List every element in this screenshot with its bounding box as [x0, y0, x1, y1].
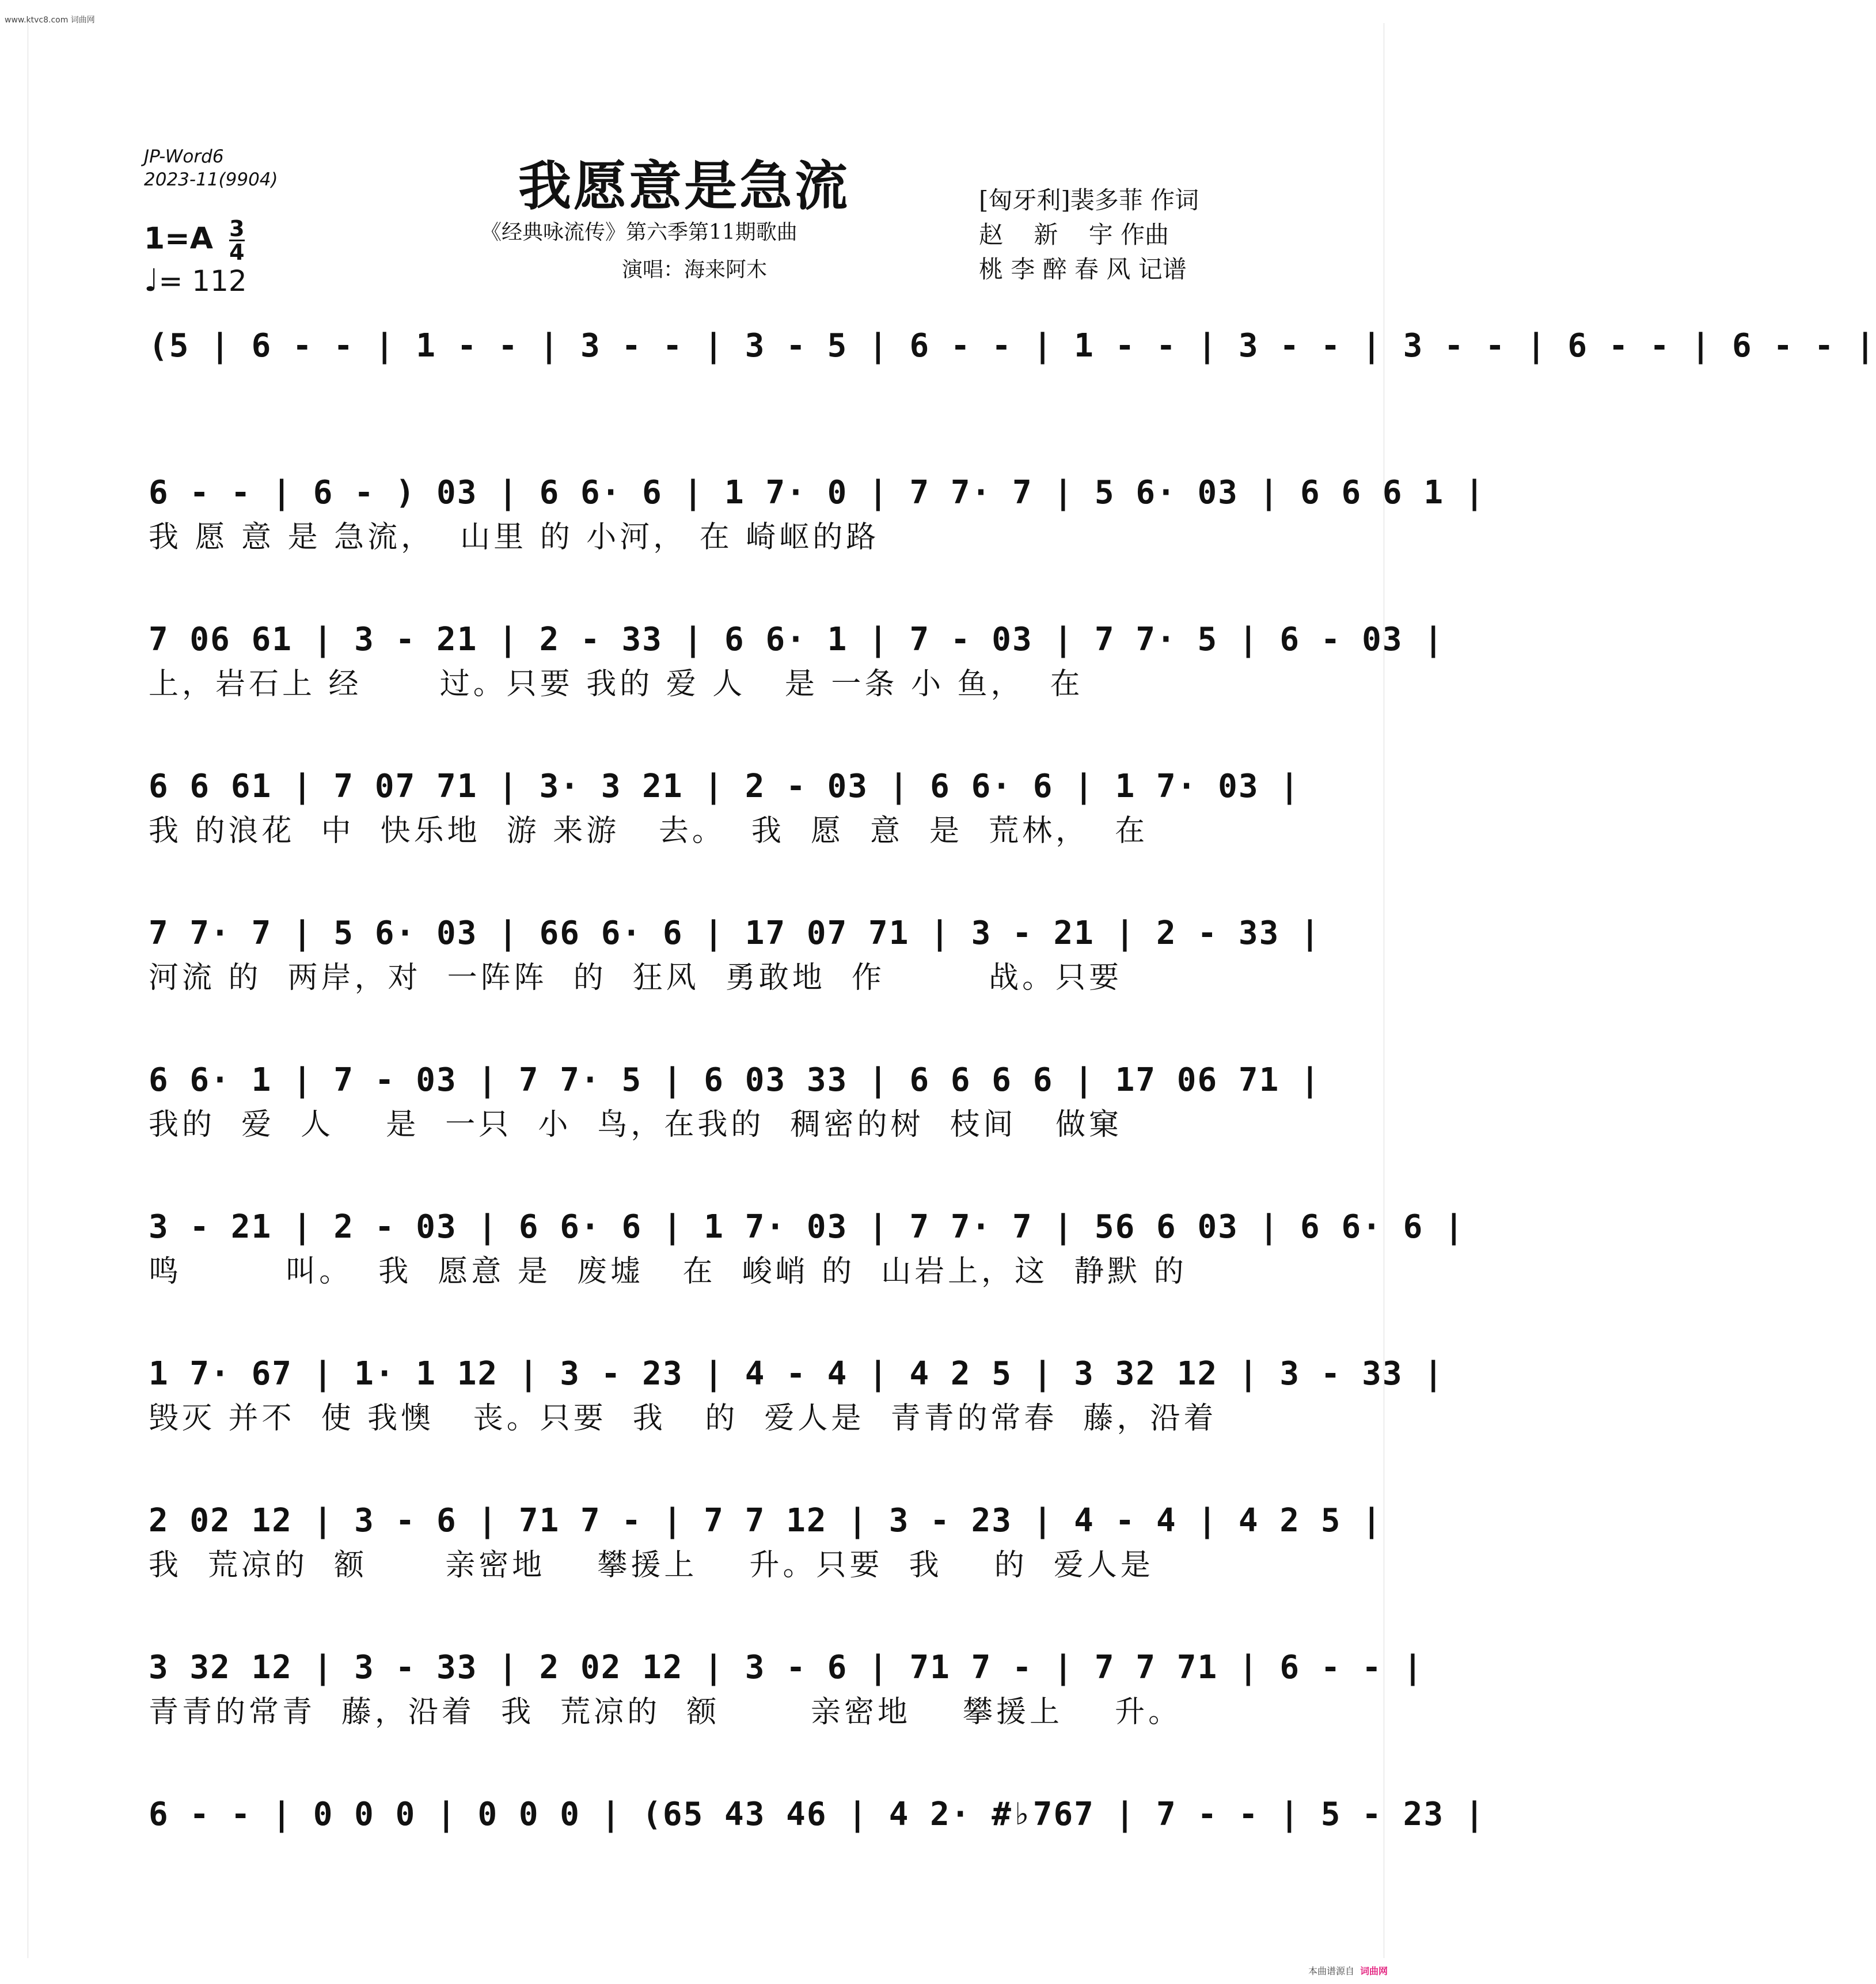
score-system: [149, 1353, 1445, 1439]
lyrics-line: 我的 爱 人 是 一只 小 鸟，在我的 稠密的树 枝间 做窠: [149, 1107, 1123, 1142]
tempo-marking: [144, 262, 247, 298]
notation-line: 7 06 61 | 3 - 21 | 2 - 33 | 6 6· 1 | 7 - 03 | 7 7· 5 | 6 - 03 |: [149, 621, 1445, 658]
score-system: [149, 619, 1445, 704]
lyrics-line: [149, 370, 1266, 411]
quarter-note-icon: ♩: [144, 262, 159, 298]
lyrics-line: 上，岩石上 经 过。只要 我的 爱 人 是 一条 小 鱼， 在: [149, 667, 1084, 701]
time-numerator: 3: [229, 216, 245, 241]
key-signature: [144, 218, 245, 263]
credits-block: [979, 183, 1199, 287]
notation-line: 6 - - | 0 0 0 | 0 0 0 | (65 43 46 | 4 2· #♭767 | 7 - - | 5 - 23 |: [149, 1796, 1486, 1833]
lyrics-line: 我 愿 意 是 急流， 山里 的 小河， 在 崎岖的路: [149, 520, 880, 555]
song-subtitle: 《经典咏流传》第六季第11期歌曲: [481, 221, 798, 244]
score-system: [149, 913, 1321, 998]
software-label: JP-Word6: [144, 146, 224, 167]
date-code: 2023-11(9904): [144, 169, 278, 190]
notation-line: 6 - - | 6 - ) 03 | 6 6· 6 | 1 7· 0 | 7 7· 7 | 5 6· 03 | 6 6 6 1 |: [149, 474, 1486, 511]
notation-line: 6 6· 1 | 7 - 03 | 7 7· 5 | 6 03 33 | 6 6 6 6 | 17 06 71 |: [149, 1061, 1321, 1099]
score-system: [149, 1500, 1383, 1585]
transcriber-credit: 桃 李 醉 春 风 记谱: [979, 255, 1187, 283]
notation-line: (5 | 6 - - | 1 - - | 3 - - | 3 - 5 | 6 - - | 1 - - | 3 - - | 3 - - | 6 - - | 6 - - |: [149, 327, 1876, 365]
version-info: [144, 145, 278, 191]
notation-line: 3 32 12 | 3 - 33 | 2 02 12 | 3 - 6 | 71 7 - | 7 7 71 | 6 - - |: [149, 1649, 1424, 1686]
watermark-bottom: [1308, 1964, 1388, 1977]
tempo-value: = 112: [158, 264, 247, 298]
lyrics-line: 毁灭 并不 使 我懊 丧。只要 我 的 爱人是 青青的常春 藤，沿着: [149, 1401, 1217, 1436]
composer-credit: 赵 新 宇 作曲: [979, 221, 1169, 249]
key-label: 1=A: [144, 221, 213, 256]
lyrics-line: 河流 的 两岸，对 一阵阵 的 狂风 勇敢地 作 战。只要: [149, 961, 1123, 995]
notation-line: 7 7· 7 | 5 6· 03 | 66 6· 6 | 17 07 71 | 3 - 21 | 2 - 33 |: [149, 915, 1321, 952]
score-system: [149, 1207, 1465, 1292]
score-system: [149, 325, 1876, 411]
score-system: [149, 1647, 1424, 1732]
notation-line: 6 6 61 | 7 07 71 | 3· 3 21 | 2 - 03 | 6 6· 6 | 1 7· 03 |: [149, 768, 1301, 805]
notation-line: 2 02 12 | 3 - 6 | 71 7 - | 7 7 12 | 3 - 23 | 4 - 4 | 4 2 5 |: [149, 1502, 1383, 1539]
notation-line: 1 7· 67 | 1· 1 12 | 3 - 23 | 4 - 4 | 4 2 5 | 3 32 12 | 3 - 33 |: [149, 1355, 1445, 1393]
watermark-bottom-text: 本曲谱源自: [1308, 1966, 1354, 1977]
lyrics-line: 青青的常青 藤，沿着 我 荒凉的 额 亲密地 攀援上 升。: [149, 1695, 1182, 1729]
song-title: 我愿意是急流: [518, 155, 850, 217]
time-signature: [229, 218, 244, 263]
lyrics-line: 鸣 叫。 我 愿意 是 废墟 在 峻峭 的 山岩上，这 静默 的: [149, 1254, 1187, 1289]
singer-credit: 演唱：海来阿木: [622, 258, 768, 282]
lyrics-line: 我 的浪花 中 快乐地 游 来游 去。 我 愿 意 是 荒林， 在: [149, 814, 1149, 848]
lyricist-credit: [匈牙利]裴多菲 作词: [979, 186, 1199, 214]
time-denominator: 4: [229, 240, 245, 265]
lyrics-line: [149, 1839, 1266, 1879]
watermark-top: www.ktvc8.com 词曲网: [5, 16, 95, 25]
score-system: [149, 1060, 1321, 1145]
lyrics-line: 我 荒凉的 额 亲密地 攀援上 升。只要 我 的 爱人是: [149, 1548, 1154, 1583]
score-system: [149, 472, 1486, 557]
score-system: [149, 1794, 1486, 1879]
watermark-brand: 词曲网: [1359, 1966, 1388, 1977]
score-system: [149, 766, 1301, 851]
notation-line: 3 - 21 | 2 - 03 | 6 6· 6 | 1 7· 03 | 7 7· 7 | 56 6 03 | 6 6· 6 |: [149, 1208, 1465, 1246]
